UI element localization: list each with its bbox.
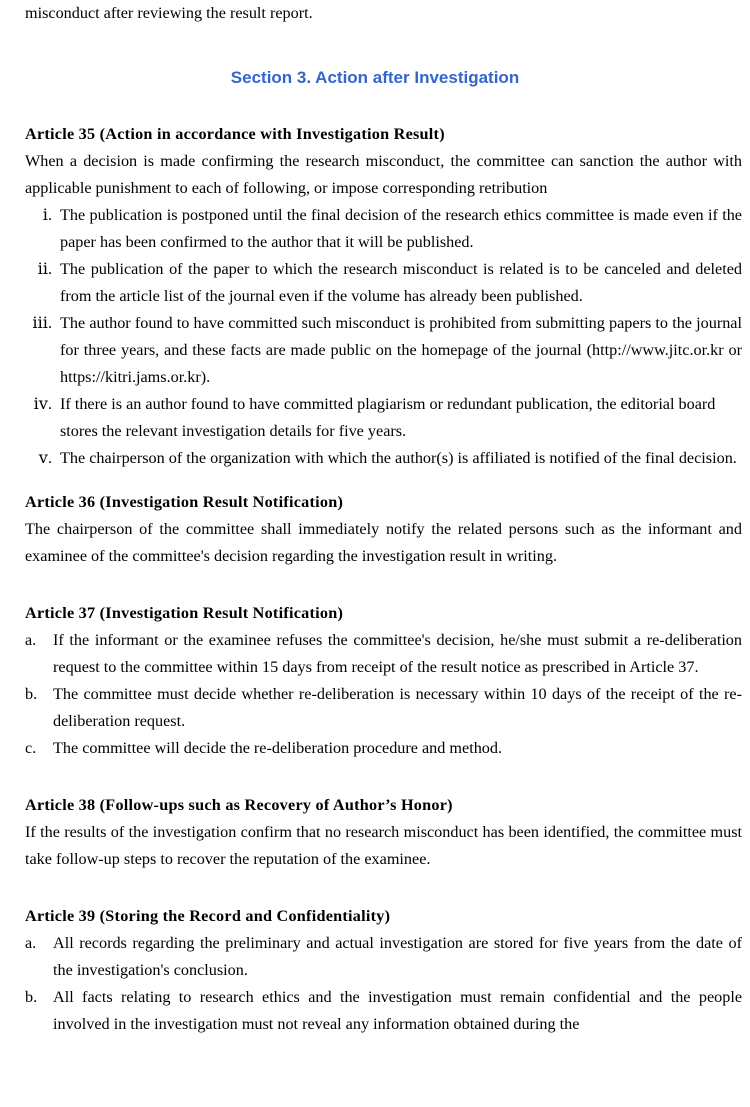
list-item [25, 202, 742, 256]
list-marker: a. [25, 631, 37, 649]
list-item [25, 984, 742, 1038]
list-marker: ⅴ. [38, 449, 52, 467]
article-heading-36: Article 36 (Investigation Result Notification) [25, 493, 344, 511]
section-heading: Section 3. Action after Investigation [230, 68, 520, 87]
list-marker: ⅰ. [42, 206, 52, 224]
spacer-before-article-37 [25, 570, 742, 600]
spacer-before-article-39 [25, 873, 742, 903]
list-item [25, 256, 742, 310]
list-item-text: The publication of the paper to which the research misconduct is related is to be canceled and deleted from the article list of the journal even if the volume has already been published. [60, 260, 742, 305]
list-marker: b. [25, 685, 38, 703]
article-35-roman-list [25, 202, 742, 472]
continued-paragraph: misconduct after reviewing the result report. [25, 4, 313, 22]
article-heading-37: Article 37 (Investigation Result Notification) [25, 604, 344, 622]
list-marker: ⅲ. [32, 314, 52, 332]
list-item-text: All facts relating to research ethics and the investigation must remain confidential and the people involved in the investigation must not reveal any information obtained during the [53, 988, 742, 1033]
list-item [25, 445, 742, 472]
list-marker: ⅳ. [33, 395, 52, 413]
list-item-text: If the informant or the examinee refuses the committee's decision, he/she must submit a re-deliberation request to the committee within 15 days from receipt of the result notice as prescribed in Article 37. [53, 631, 742, 676]
list-item-text: If there is an author found to have committed plagiarism or redundant publication, the editorial board stores the relevant investigation details for five years. [60, 395, 716, 440]
list-item [25, 735, 742, 762]
article-heading-39: Article 39 (Storing the Record and Confidentiality) [25, 907, 391, 925]
list-item-text: The publication is postponed until the final decision of the research ethics committee is made even if the paper has been confirmed to the author that it will be published. [60, 206, 742, 251]
list-item-text: The committee must decide whether re-deliberation is necessary within 10 days of the receipt of the re-deliberation request. [53, 685, 742, 730]
list-item [25, 310, 742, 391]
article-heading-38: Article 38 (Follow-ups such as Recovery of Author’s Honor) [25, 796, 453, 814]
list-item-text: The committee will decide the re-deliberation procedure and method. [53, 739, 503, 757]
list-marker: ⅱ. [37, 260, 52, 278]
list-marker: b. [25, 988, 38, 1006]
list-marker: a. [25, 934, 37, 952]
article-body-35: When a decision is made confirming the research misconduct, the committee can sanction the author with applicable punishment to each of following, or impose corresponding retribution [25, 152, 742, 197]
list-item [25, 627, 742, 681]
list-item-text: The author found to have committed such misconduct is prohibited from submitting papers to the journal for three years, and these facts are made public on the homepage of the journal (http://www.jitc.or.kr or https://kitri.jams.or.kr). [60, 314, 742, 386]
spacer-before-article-36 [25, 472, 742, 489]
list-marker: c. [25, 739, 37, 757]
list-item-text: All records regarding the preliminary and actual investigation are stored for five years from the date of the investigation's conclusion. [53, 934, 742, 979]
article-body-36: The chairperson of the committee shall immediately notify the related persons such as the informant and examinee of the committee's decision regarding the investigation result in writing. [25, 520, 742, 565]
spacer-before-section-heading [25, 27, 742, 64]
list-item [25, 930, 742, 984]
article-heading-35: Article 35 (Action in accordance with Investigation Result) [25, 125, 445, 143]
article-37-alpha-list [25, 627, 742, 762]
list-item [25, 681, 742, 735]
spacer-before-article-38 [25, 762, 742, 792]
list-item-text: The chairperson of the organization with which the author(s) is affiliated is notified of the final decision. [60, 449, 737, 467]
article-body-38: If the results of the investigation confirm that no research misconduct has been identified, the committee must take follow-up steps to recover the reputation of the examinee. [25, 823, 742, 868]
spacer-after-section-heading [25, 91, 742, 121]
article-39-alpha-list [25, 930, 742, 1038]
list-item [25, 391, 742, 445]
